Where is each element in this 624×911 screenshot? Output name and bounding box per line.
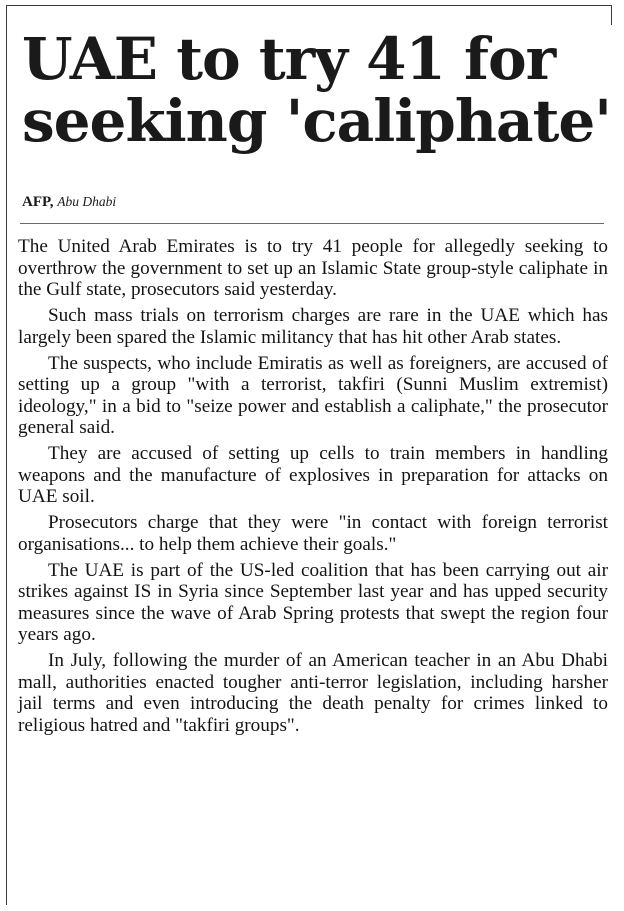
article-paragraph-2: Such mass trials on terrorism charges are rare in the UAE which has largely been spared the Islamic militancy that has hit other Arab states.	[18, 305, 608, 348]
article-paragraph-4: They are accused of setting up cells to train members in handling weapons and the manufacture of explosives in preparation for attacks on UAE soil.	[18, 443, 608, 507]
headline	[22, 25, 612, 155]
article-paragraph-7: In July, following the murder of an American teacher in an Abu Dhabi mall, authorities enacted tougher anti-terror legislation, including harsher jail terms and even introducing the death penalty for crimes linked to religious hatred and "takfiri groups".	[18, 650, 608, 736]
headline-line-2: seeking 'caliphate'	[22, 87, 612, 155]
article-paragraph-6: The UAE is part of the US-led coalition that has been carrying out air strikes against IS in Syria since September last year and has upped security measures since the wave of Arab Spring protests that swept the region four years ago.	[18, 559, 608, 645]
headline-line-1: UAE to try 41 for	[22, 25, 556, 93]
right-border-rule	[611, 5, 612, 25]
byline-divider	[20, 223, 604, 224]
article-paragraph-3: The suspects, who include Emiratis as well as foreigners, are accused of setting up a group "with a terrorist, takfiri (Sunni Muslim extremist) ideology," in a bid to "seize power and establish a caliphate," the prosecutor general said.	[18, 352, 608, 438]
byline	[22, 194, 116, 211]
article-body	[18, 236, 608, 741]
byline-location: Abu Dhabi	[57, 194, 117, 209]
top-border-rule	[6, 5, 612, 6]
article-paragraph-5: Prosecutors charge that they were "in contact with foreign terrorist organisations... to help them achieve their goals."	[18, 512, 608, 555]
byline-agency: AFP,	[22, 194, 54, 210]
left-border-rule	[6, 5, 7, 905]
article-paragraph-1: The United Arab Emirates is to try 41 people for allegedly seeking to overthrow the government to set up an Islamic State group-style caliphate in the Gulf state, prosecutors said yesterday.	[18, 236, 608, 300]
